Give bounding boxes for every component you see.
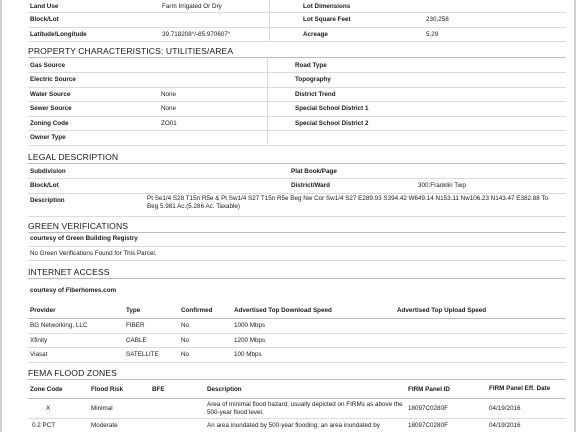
row-label: Block/Lot: [30, 16, 59, 23]
row-rule: [28, 246, 566, 247]
column-header: Type: [126, 306, 141, 314]
section-title-green: GREEN VERIFICATIONS: [28, 221, 129, 231]
firm-panel-date-cell: 04/19/2016: [489, 421, 521, 429]
section-rule: [28, 232, 566, 233]
row-value: None: [161, 105, 177, 112]
download-cell: 1000 Mbps: [234, 322, 266, 329]
type-cell: FIBER: [126, 322, 145, 329]
table-row: [28, 130, 566, 146]
table-row: [28, 398, 566, 419]
provider-cell: BG Networking, LLC: [30, 322, 88, 329]
internet-table: [28, 302, 566, 362]
table-row: [28, 333, 566, 348]
section-title-internet: INTERNET ACCESS: [28, 267, 110, 277]
table-row: [28, 101, 566, 117]
row-label: Land Use: [30, 2, 59, 10]
column-header: Confirmed: [181, 306, 213, 314]
type-cell: CABLE: [126, 336, 147, 344]
table-header-row: [28, 380, 566, 399]
table-row: [28, 318, 566, 334]
row-label: Lot Square Feet: [303, 16, 351, 23]
section-title-legal: LEGAL DESCRIPTION: [28, 152, 119, 162]
row-label: Special School District 1: [295, 105, 369, 112]
row-label: District/Ward: [291, 182, 330, 189]
section-title-flood: FEMA FLOOD ZONES: [28, 368, 117, 378]
row-label: District Trend: [295, 90, 336, 98]
row-label: Plat Book/Page: [291, 167, 337, 175]
section-rule: [28, 278, 566, 279]
land-info-grid: [28, 0, 566, 42]
row-label: Gas Source: [30, 61, 65, 69]
confirmed-cell: No: [181, 351, 190, 358]
row-value: 230,258: [426, 16, 449, 23]
column-header: Provider: [30, 306, 56, 314]
flood-risk-cell: Minimal: [91, 404, 113, 412]
column-header: Flood Risk: [91, 385, 124, 393]
row-value: None: [161, 90, 177, 98]
row-label: Block/Lot: [30, 182, 59, 189]
column-header: BFE: [152, 385, 165, 393]
flood-table: [28, 380, 566, 432]
download-cell: 1200 Mbps: [234, 336, 266, 344]
row-label: Latitude/Longitude: [30, 30, 87, 38]
row-label: Topography: [295, 76, 331, 83]
table-header-row: [28, 302, 566, 319]
flood-risk-cell: Moderate: [91, 421, 118, 429]
row-label: Zoning Code: [30, 119, 69, 127]
table-row: [28, 27, 566, 42]
legal-description-text: Pt Se1/4 S28 T15n R5e & Pt Sw1/4 S27 T15n R5e Beg Nw Cor Sw1/4 S27 E289.93 S394.42 W649.14 N153.11 Nw106.23 N143.47 E382.88 To Beg 5.981 Ac.(5.286 Ac. Taxable): [147, 195, 549, 210]
table-row: [28, 178, 566, 194]
table-row: [28, 12, 566, 28]
provider-cell: Viasat: [30, 351, 48, 358]
table-row: [28, 87, 566, 102]
table-row: [28, 116, 566, 131]
green-courtesy: courtesy of Green Building Registry: [30, 235, 138, 242]
row-value: 5.29: [426, 30, 439, 38]
column-header: Zone Code: [30, 385, 63, 393]
section-title-utilities: PROPERTY CHARACTERISTICS: UTILITIES/AREA: [28, 46, 234, 56]
table-row: [28, 164, 566, 179]
provider-cell: Xfinity: [30, 336, 48, 344]
row-label: Description: [30, 196, 65, 204]
row-label: Acreage: [303, 30, 328, 38]
column-header: FIRM Panel ID: [408, 385, 450, 393]
row-label: Electric Source: [30, 76, 76, 83]
column-header: Advertised Top Download Speed: [234, 306, 332, 314]
row-label: Water Source: [30, 90, 71, 98]
page-left-edge: [0, 0, 2, 432]
row-value: Farm Irrigated Or Dry: [162, 2, 222, 10]
firm-panel-date-cell: 04/19/2016: [489, 404, 521, 412]
zone-code-cell: X: [46, 404, 51, 412]
table-row: [28, 58, 566, 73]
row-label: Sewer Source: [30, 105, 72, 112]
row-value: ZO01: [161, 119, 177, 127]
row-label: Special School District 2: [295, 119, 369, 127]
row-value: 39.718208°/-85.970607°: [162, 30, 231, 38]
download-cell: 100 Mbps: [234, 351, 262, 358]
column-header: FIRM Panel Eff. Date: [489, 385, 551, 393]
green-note: No Green Verifications Found for This Parcel.: [30, 250, 157, 257]
table-row: [28, 347, 566, 363]
flood-description-cell: Area of minimal flood hazard, usually depicted on FIRMs as above the 500-year flood level.: [207, 401, 403, 416]
row-label: Lot Dimensions: [303, 2, 351, 10]
internet-courtesy: courtesy of Fiberhomes.com: [30, 287, 117, 294]
row-label: Road Type: [295, 61, 327, 69]
confirmed-cell: No: [181, 336, 190, 344]
flood-description-cell: An area inundated by 500-year flooding; an area inundated by: [207, 421, 380, 429]
column-header: Description: [207, 385, 242, 393]
table-row: [28, 193, 566, 217]
type-cell: SATELLITE: [126, 351, 159, 358]
legal-grid: [28, 164, 566, 216]
firm-panel-id-cell: 18097C0280F: [408, 404, 448, 412]
zone-code-cell: 0.2 PCT: [32, 421, 56, 429]
row-label: Owner Type: [30, 134, 66, 141]
row-label: Subdivision: [30, 167, 66, 175]
firm-panel-id-cell: 18097C0280F: [408, 421, 448, 429]
row-rule: [28, 260, 566, 261]
utilities-grid: [28, 58, 566, 145]
table-row: [28, 418, 566, 432]
column-header: Advertised Top Upload Speed: [397, 306, 487, 314]
confirmed-cell: No: [181, 322, 190, 329]
table-row: [28, 72, 566, 88]
row-value: 300:Franklin Twp: [418, 182, 466, 189]
